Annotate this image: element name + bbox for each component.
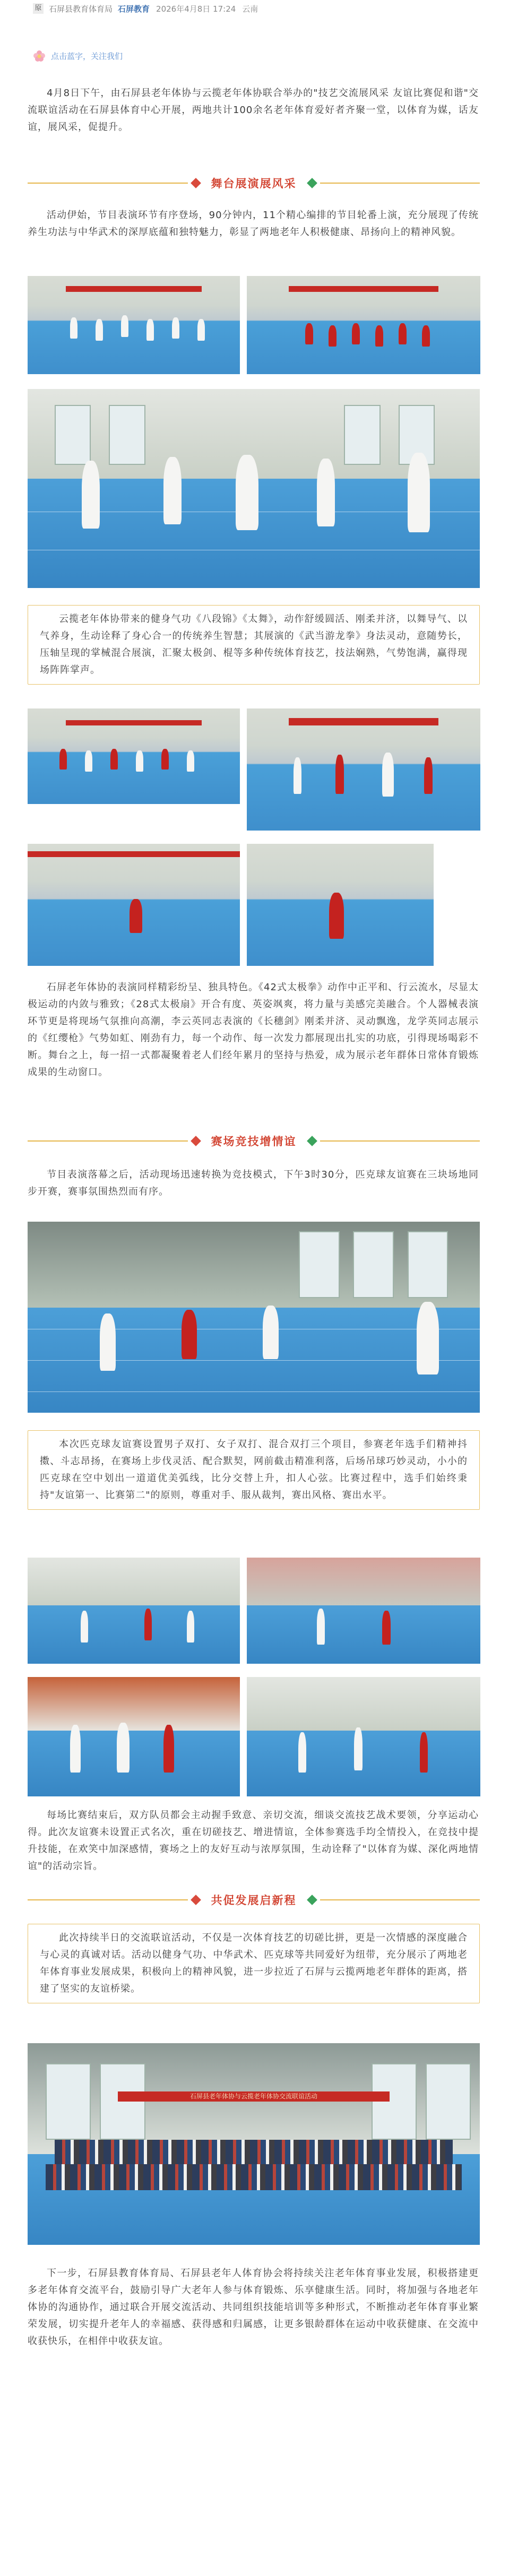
group-crowd-front <box>46 2164 462 2190</box>
follow-text: 点击蓝字，关注我们 <box>51 51 123 61</box>
player-figure <box>100 1313 116 1371</box>
photo-red-spear <box>247 844 434 966</box>
performer-figure <box>172 317 179 339</box>
original-tag: 原 <box>33 3 44 14</box>
photo-banner <box>289 718 438 725</box>
divider-line <box>320 1140 480 1142</box>
performer-figure <box>163 457 182 525</box>
photo-white-robes-performance <box>28 389 480 588</box>
photo-floor <box>247 1731 480 1796</box>
photo-floor <box>28 1308 480 1413</box>
performer-figure <box>375 325 383 347</box>
section-header-3 <box>28 1889 480 1911</box>
performer-figure <box>161 749 169 770</box>
photo-sword-performers <box>247 708 480 831</box>
photo-banner <box>289 286 438 292</box>
photo-wall <box>28 1558 240 1605</box>
section3-paragraph-1: 下一步，石屏县教育体育局、石屏县老年人体育协会将持续关注老年体育事业发展，积极搭建更多老年体育交流平台，鼓励引导广大老年人参与体育锻炼、乐享健康生活。同时，将加强与各地老年体协的沟通协作，通过联合开展交流活动、共同组织技能培训等多种形式，不断推动老年体育事业繁荣发展，切实提升老年人的幸福感、获得感和归属感，让更多银龄群体在运动中收获健康、在交流中收获快乐，在相伴中收获友谊。 <box>28 2268 479 2347</box>
performer-figure <box>317 459 335 526</box>
photo-doubles-match-2 <box>247 1558 480 1664</box>
player-figure <box>187 1611 194 1643</box>
performer-figure <box>110 749 118 770</box>
player-figure <box>317 1609 325 1645</box>
photo-group <box>28 2043 480 2245</box>
photo-window <box>344 405 380 465</box>
performer-figure <box>136 750 143 772</box>
section1-box-text: 云揽老年体协带来的健身气功《八段锦》《太舞》，动作舒缓圆活、刚柔并济，以舞导气、以气养身，生动诠释了身心合一的传统养生智慧；其展演的《武当游龙拳》身法灵动，意随势长，压轴呈现的掌械混合展演，汇聚太极剑、棍等多种传统体育技艺，技法娴熟，气势饱满，赢得现场阵阵掌声。 <box>40 613 468 676</box>
photo-fan-dance <box>28 708 240 804</box>
photo-window <box>46 2063 91 2140</box>
photo-wall <box>247 1558 480 1605</box>
player-figure <box>382 1611 390 1645</box>
performer-figure <box>187 750 194 772</box>
player-figure <box>298 1732 306 1773</box>
photo-floor <box>28 1605 240 1664</box>
player-figure <box>354 1727 362 1770</box>
court-line <box>28 1391 480 1392</box>
performer-figure <box>197 319 205 341</box>
player-figure <box>81 1611 88 1643</box>
performer-figure <box>130 899 142 933</box>
photo-window <box>100 2063 145 2140</box>
flower-icon <box>32 49 47 63</box>
performer-figure <box>70 317 77 339</box>
photo-window <box>408 1231 448 1298</box>
performer-figure <box>399 323 407 345</box>
section2-paragraph-1: 节目表演落幕之后，活动现场迅速转换为竞技模式，下午3时30分，匹克球友谊赛在三块场地同步开赛，赛事氛围热烈而有序。 <box>28 1169 479 1197</box>
intro-paragraph: 4月8日下午，由石屏县老年体协与云揽老年体协联合举办的"技艺交流展风采 友谊比赛促和谐"交流联谊活动在石屏县体育中心开展，两地共计100余名老年体育爱好者齐聚一堂，以体育为媒，话友谊，展风采，促提升。 <box>28 88 479 133</box>
photo-window <box>109 405 145 465</box>
player-figure <box>70 1725 81 1773</box>
performer-figure <box>85 750 92 772</box>
section-title-3: 共促发展启新程 <box>211 1894 297 1907</box>
performer-figure <box>305 323 313 345</box>
photo-banner <box>66 286 202 292</box>
diamond-icon <box>307 1136 317 1146</box>
diamond-icon <box>191 1136 201 1146</box>
performer-figure <box>422 325 430 347</box>
player-figure <box>117 1723 130 1773</box>
section-title-2: 赛场竞技增情谊 <box>211 1135 297 1148</box>
performer-figure <box>82 461 100 529</box>
performer-figure <box>424 757 432 794</box>
section1-paragraph-2: 石屏老年体协的表演同样精彩纷呈、独具特色。《42式太极拳》动作中正平和、行云流水，尽显太极运动的内敛与雅致；《28式太极扇》开合有度、英姿飒爽，将力量与美感完美融合。个人器械表演环节更是将现场气氛推向高潮，李云英同志表演的《长穗剑》刚柔并济、灵动飘逸，龙学英同志展示的《红缨枪》气势如虹、刚劲有力，每一个动作、每一次发力都展现出扎实的功底，引得现场喝彩不断。舞台之上，每一招一式都凝聚着老人们经年累月的坚持与热爱，成为展示老年群体日常体育锻炼成果的生动窗口。 <box>28 982 479 1078</box>
group-crowd-back <box>55 2140 453 2166</box>
player-figure <box>420 1732 428 1773</box>
section3-box-text: 此次持续半日的交流联谊活动，不仅是一次体育技艺的切磋比拼，更是一次情感的深度融合与心灵的真诚对话。活动以健身气功、中华武术、匹克球等共同爱好为纽带，充分展示了两地老年体育事业发展成果，积极向上的精神风貌，进一步拉近了石屏与云揽两地老年群体的距离，搭建了坚实的友谊桥梁。 <box>40 1932 468 1994</box>
performer-figure <box>236 455 258 531</box>
divider-line <box>320 183 480 184</box>
player-figure <box>182 1310 197 1360</box>
publish-location: 云南 <box>242 4 258 14</box>
divider-line <box>28 183 188 184</box>
photo-window <box>372 2063 417 2140</box>
section2-paragraph-2: 每场比赛结束后，双方队员都会主动握手致意、亲切交流，细谈交流技艺战术要领，分享运动心得。此次友谊赛未设置正式名次，重在切磋技艺、增进情谊，全体参赛选手均全情投入，在竞技中提升技能，在欢笑中加深感情，赛场之上的友好互动与浓厚氛围，生动诠释了"以体育为媒、深化两地情谊"的活动宗旨。 <box>28 1810 479 1872</box>
account-name[interactable]: 石屏教育 <box>118 4 150 14</box>
photo-window <box>299 1231 340 1298</box>
section-header-2 <box>28 1130 480 1152</box>
performer-figure <box>294 757 301 794</box>
court-line <box>28 1360 480 1361</box>
performer-figure <box>121 315 128 337</box>
divider-line <box>28 1899 188 1900</box>
photo-doubles-match-3 <box>247 1677 480 1796</box>
section1-highlight-box <box>28 605 480 685</box>
performer-figure <box>329 893 344 939</box>
photo-solo-weapon <box>28 844 240 966</box>
performer-figure <box>96 319 103 341</box>
section2-box-text: 本次匹克球友谊赛设置男子双打、女子双打、混合双打三个项目，参赛老年选手们精神抖擞、斗志昂扬，在赛场上步伐灵活、配合默契，网前截击精准利落，后场吊球巧妙灵动，小小的匹克球在空中划出一道道优美弧线，比分交替上升，扣人心弦。比赛过程中，选手们始终秉持"友谊第一、比赛第二"的原则，尊重对手、服从裁判，赛出风格、赛出水平。 <box>40 1439 468 1501</box>
photo-taichi-group <box>28 276 240 374</box>
photo-wall <box>247 1677 480 1731</box>
diamond-icon <box>307 1895 317 1905</box>
photo-red-performers <box>247 276 480 374</box>
performer-figure <box>59 749 67 770</box>
photo-window <box>426 2063 471 2140</box>
section1-paragraph-1: 活动伊始，节目表演环节有序登场，90分钟内，11个精心编排的节目轮番上演，充分展现了传统养生功法与中华武术的深厚底蕴和独特魅力，彰显了两地老年人积极健康、昂扬向上的精神风貌。 <box>28 210 479 238</box>
diamond-icon <box>191 1895 201 1905</box>
source-name[interactable]: 石屏县教育体育局 <box>49 4 113 14</box>
player-figure <box>263 1306 279 1359</box>
performer-figure <box>329 325 337 347</box>
photo-window <box>55 405 91 465</box>
photo-banner: 石屏县老年体协与云揽老年体协交流联谊活动 <box>118 2091 389 2102</box>
photo-window <box>353 1231 394 1298</box>
diamond-icon <box>191 178 201 188</box>
photo-wall <box>28 1677 240 1731</box>
player-figure <box>417 1302 439 1375</box>
photo-banner <box>28 851 240 858</box>
divider-line <box>320 1899 480 1900</box>
photo-pickleball-courts <box>28 1222 480 1413</box>
section-title-1: 舞台展演展风采 <box>211 177 297 190</box>
performer-figure <box>408 453 430 532</box>
follow-prompt[interactable] <box>32 49 123 63</box>
player-figure <box>163 1725 174 1773</box>
photo-players-handshake <box>28 1677 240 1796</box>
publish-time: 2026年4月8日 17:24 <box>156 4 236 14</box>
diamond-icon <box>307 178 317 188</box>
performer-figure <box>382 753 394 797</box>
photo-banner <box>66 720 202 726</box>
photo-floor <box>28 1731 240 1796</box>
photo-floor <box>247 1605 480 1664</box>
performer-figure <box>335 755 343 794</box>
section3-highlight-box <box>28 1924 480 2003</box>
photo-doubles-match-1 <box>28 1558 240 1664</box>
player-figure <box>144 1609 152 1640</box>
section2-highlight-box <box>28 1430 480 1510</box>
performer-figure <box>146 319 154 341</box>
performer-figure <box>352 323 360 345</box>
divider-line <box>28 1140 188 1142</box>
section-header-1 <box>28 172 480 194</box>
article-meta <box>33 3 258 14</box>
